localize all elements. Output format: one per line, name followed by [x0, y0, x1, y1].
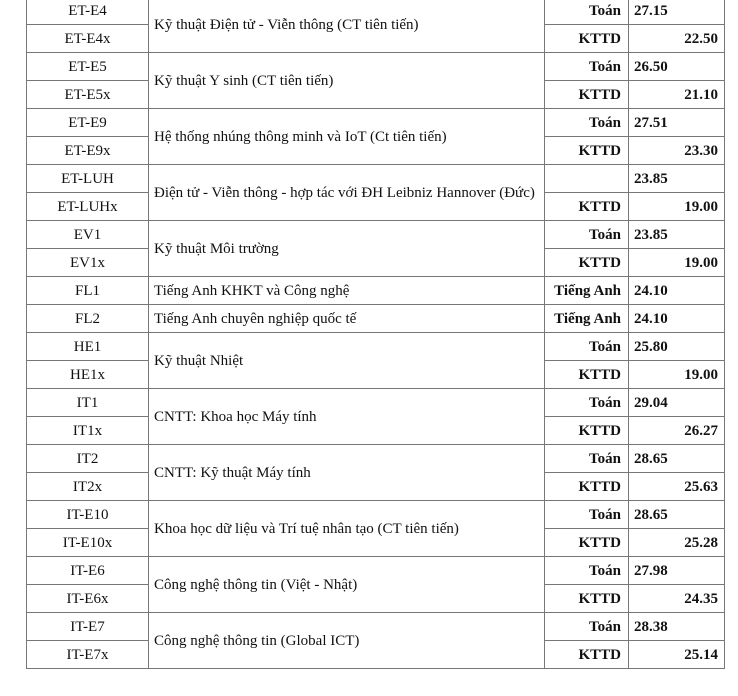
exam-subject: Toán [545, 445, 629, 473]
cutoff-score: 29.04 [629, 389, 725, 417]
program-code: IT-E10 [27, 501, 149, 529]
exam-subject: KTTD [545, 137, 629, 165]
program-code: HE1x [27, 361, 149, 389]
table-row [27, 109, 725, 137]
program-code: EV1 [27, 221, 149, 249]
cutoff-score: 21.10 [629, 81, 725, 109]
exam-subject: Toán [545, 109, 629, 137]
cutoff-score: 25.14 [629, 641, 725, 669]
program-code: IT1x [27, 417, 149, 445]
program-code: ET-LUH [27, 165, 149, 193]
cutoff-score: 28.38 [629, 613, 725, 641]
program-code: EV1x [27, 249, 149, 277]
program-code: IT1 [27, 389, 149, 417]
cutoff-score: 25.63 [629, 473, 725, 501]
cutoff-score: 24.10 [629, 305, 725, 333]
cutoff-score: 25.80 [629, 333, 725, 361]
program-code: IT-E6x [27, 585, 149, 613]
program-code: IT-E7x [27, 641, 149, 669]
program-name: Điện tử - Viễn thông - hợp tác với ĐH Leibniz Hannover (Đức) [149, 165, 545, 221]
cutoff-score: 19.00 [629, 249, 725, 277]
exam-subject: Toán [545, 501, 629, 529]
program-name: Công nghệ thông tin (Việt - Nhật) [149, 557, 545, 613]
table-row [27, 613, 725, 641]
exam-subject: Toán [545, 389, 629, 417]
program-name: Tiếng Anh chuyên nghiệp quốc tế [149, 305, 545, 333]
exam-subject: Toán [545, 221, 629, 249]
exam-subject [545, 165, 629, 193]
program-code: IT-E10x [27, 529, 149, 557]
exam-subject: Tiếng Anh [545, 277, 629, 305]
exam-subject: Toán [545, 333, 629, 361]
program-code: IT-E6 [27, 557, 149, 585]
exam-subject: KTTD [545, 529, 629, 557]
cutoff-score: 26.27 [629, 417, 725, 445]
cutoff-score: 23.85 [629, 165, 725, 193]
table-row [27, 305, 725, 333]
cutoff-score: 23.85 [629, 221, 725, 249]
cutoff-score: 28.65 [629, 501, 725, 529]
program-code: FL2 [27, 305, 149, 333]
table-row [27, 445, 725, 473]
program-code: HE1 [27, 333, 149, 361]
cutoff-score: 27.98 [629, 557, 725, 585]
program-name: CNTT: Kỹ thuật Máy tính [149, 445, 545, 501]
program-name: Tiếng Anh KHKT và Công nghệ [149, 277, 545, 305]
exam-subject: KTTD [545, 361, 629, 389]
program-code: ET-E9x [27, 137, 149, 165]
cutoff-score: 28.65 [629, 445, 725, 473]
table-row [27, 501, 725, 529]
exam-subject: KTTD [545, 473, 629, 501]
table-row [27, 389, 725, 417]
exam-subject: Toán [545, 0, 629, 25]
cutoff-score: 19.00 [629, 193, 725, 221]
exam-subject: KTTD [545, 193, 629, 221]
table-row [27, 333, 725, 361]
program-code: IT-E7 [27, 613, 149, 641]
table-row [27, 557, 725, 585]
cutoff-score: 22.50 [629, 25, 725, 53]
cutoff-score: 24.35 [629, 585, 725, 613]
cutoff-score: 24.10 [629, 277, 725, 305]
exam-subject: KTTD [545, 25, 629, 53]
program-name: Kỹ thuật Y sinh (CT tiên tiến) [149, 53, 545, 109]
cutoff-score: 19.00 [629, 361, 725, 389]
exam-subject: KTTD [545, 81, 629, 109]
table-row [27, 53, 725, 81]
cutoff-score: 26.50 [629, 53, 725, 81]
program-code: ET-E4x [27, 25, 149, 53]
exam-subject: Toán [545, 53, 629, 81]
program-name: Hệ thống nhúng thông minh và IoT (Ct tiên tiến) [149, 109, 545, 165]
program-code: ET-E5x [27, 81, 149, 109]
program-name: Kỹ thuật Môi trường [149, 221, 545, 277]
cutoff-score: 23.30 [629, 137, 725, 165]
program-name: Công nghệ thông tin (Global ICT) [149, 613, 545, 669]
exam-subject: KTTD [545, 249, 629, 277]
table-row [27, 0, 725, 25]
score-table-body [27, 0, 725, 669]
program-name: CNTT: Khoa học Máy tính [149, 389, 545, 445]
cutoff-score: 27.51 [629, 109, 725, 137]
table-row [27, 277, 725, 305]
program-name: Kỹ thuật Nhiệt [149, 333, 545, 389]
program-code: IT2 [27, 445, 149, 473]
score-table [26, 0, 725, 669]
program-code: ET-E9 [27, 109, 149, 137]
exam-subject: KTTD [545, 585, 629, 613]
program-code: ET-LUHx [27, 193, 149, 221]
exam-subject: Tiếng Anh [545, 305, 629, 333]
program-code: ET-E5 [27, 53, 149, 81]
program-code: IT2x [27, 473, 149, 501]
cutoff-score: 27.15 [629, 0, 725, 25]
table-row [27, 165, 725, 193]
exam-subject: Toán [545, 613, 629, 641]
program-code: ET-E4 [27, 0, 149, 25]
table-row [27, 221, 725, 249]
cutoff-score: 25.28 [629, 529, 725, 557]
program-name: Khoa học dữ liệu và Trí tuệ nhân tạo (CT tiên tiến) [149, 501, 545, 557]
exam-subject: Toán [545, 557, 629, 585]
program-code: FL1 [27, 277, 149, 305]
exam-subject: KTTD [545, 641, 629, 669]
program-name: Kỹ thuật Điện tử - Viễn thông (CT tiên tiến) [149, 0, 545, 53]
exam-subject: KTTD [545, 417, 629, 445]
